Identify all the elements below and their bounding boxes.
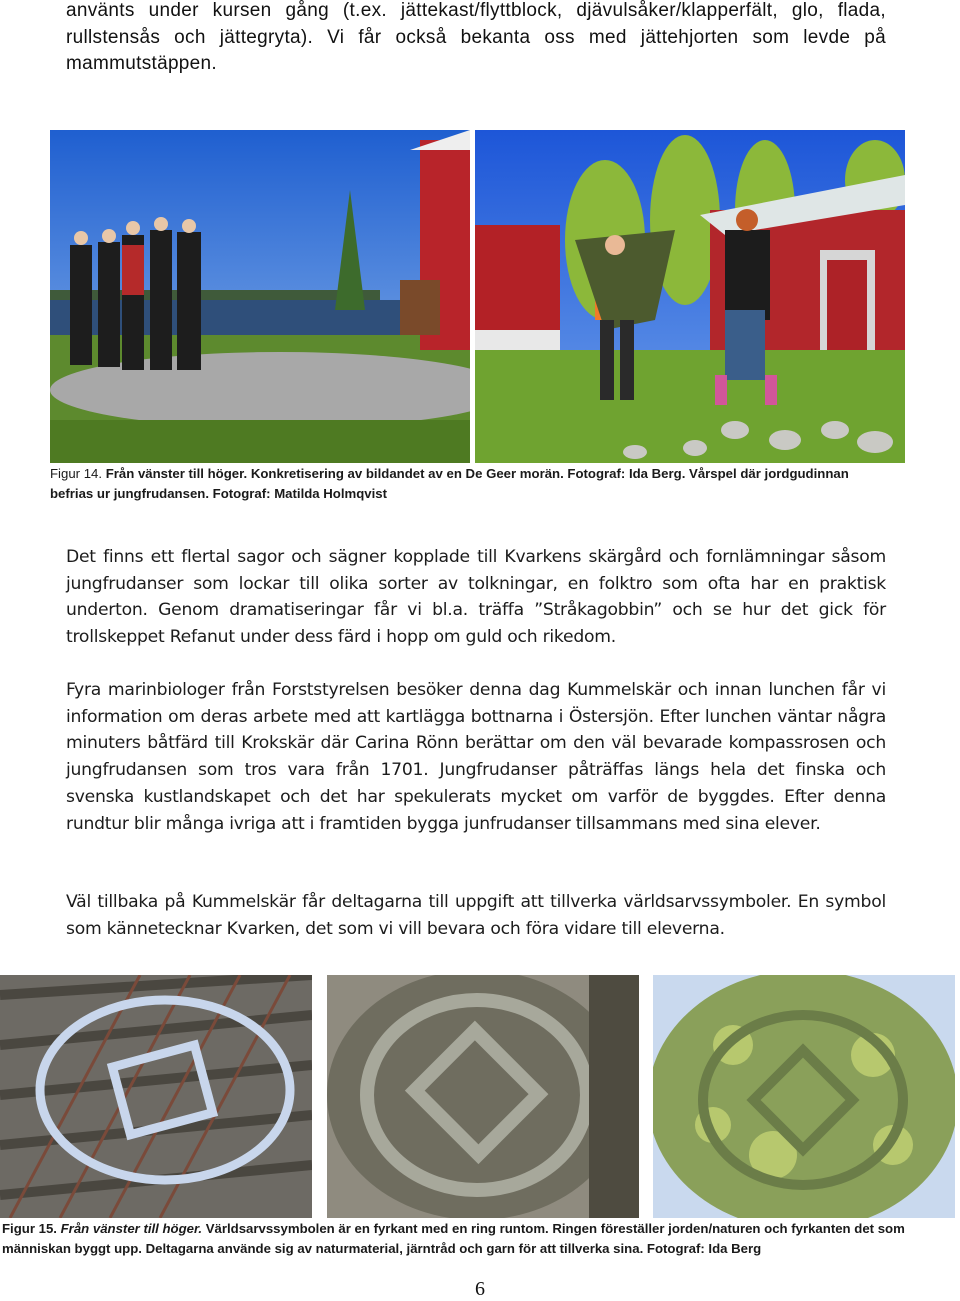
photo-symbol-yarn bbox=[0, 975, 312, 1218]
photo-spring-dance bbox=[475, 130, 905, 463]
photo-symbol-stone bbox=[327, 975, 639, 1218]
figure-15-caption-text: Världsarvssymbolen är en fyrkant med en ring runtom. Ringen föreställer jorden/naturen och fyrkanten det som människan byggt upp. Deltagarna använde sig av naturmaterial, järntråd och garn för att tillverka sina. Fotograf: Ida Berg bbox=[2, 1221, 905, 1256]
figure-14-caption-prefix: Figur 14. bbox=[50, 466, 106, 481]
figure-14-caption bbox=[50, 464, 870, 504]
intro-paragraph: använts under kursen gång (t.ex. jättekast/flyttblock, djävulsåker/klapperfält, glo, flada, rullstensås och jättegryta). Vi får också bekanta oss med jättehjorten som levde på mammutstäppen. bbox=[66, 0, 886, 74]
paragraph-marine-biologists: Fyra marinbiologer från Forststyrelsen besöker denna dag Kummelskär och innan lunchen får vi information om deras arbete med att kartlägga bottnarna i Östersjön. Efter lunchen väntar några minuters båtfärd till Krokskär där Carina Rönn berättar om den väl bevarade kompassrosen och jungfrudansen som tros vara från 1701. Jungfrudanser påträffas längs hela det finska och svenska kustlandskapet och det har spekulerats mycket om varför de byggdes. Efter denna rundtur blir många ivriga att i framtiden bygga junfrudanser tillsammans med sina elever. bbox=[66, 680, 886, 834]
paragraph-folklore: Det finns ett flertal sagor och sägner kopplade till Kvarkens skärgård och fornlämningar såsom jungfrudanser som lockar till olika sorter av tolkningar, en folktro som ofta har en praktisk underton. Genom dramatiseringar får vi bl.a. träffa ”Stråkagobbin” och se hur det gick för trollskeppet Refanut under dess färd i hopp om guld och rikedom. bbox=[66, 547, 886, 648]
figure-14-caption-text: Från vänster till höger. Konkretisering av bildandet av en De Geer morän. Fotograf: Ida Berg. Vårspel där jordgudinnan befrias ur jungfrudansen. Fotograf: Matilda Holmqvist bbox=[50, 466, 849, 501]
page-number: 6 bbox=[475, 1278, 485, 1300]
figure-15-caption-label: Figur 15. bbox=[2, 1221, 61, 1236]
figure-15-caption bbox=[2, 1219, 957, 1259]
photo-moraine-group bbox=[50, 130, 470, 463]
photo-symbol-lichen-rock bbox=[653, 975, 955, 1218]
paragraph-world-heritage-symbols: Väl tillbaka på Kummelskär får deltagarna till uppgift att tillverka världsarvssymboler. En symbol som kännetecknar Kvarken, det som vi vill bevara och föra vidare till eleverna. bbox=[66, 892, 886, 939]
figure-15-caption-italic: Från vänster till höger. bbox=[60, 1221, 203, 1236]
